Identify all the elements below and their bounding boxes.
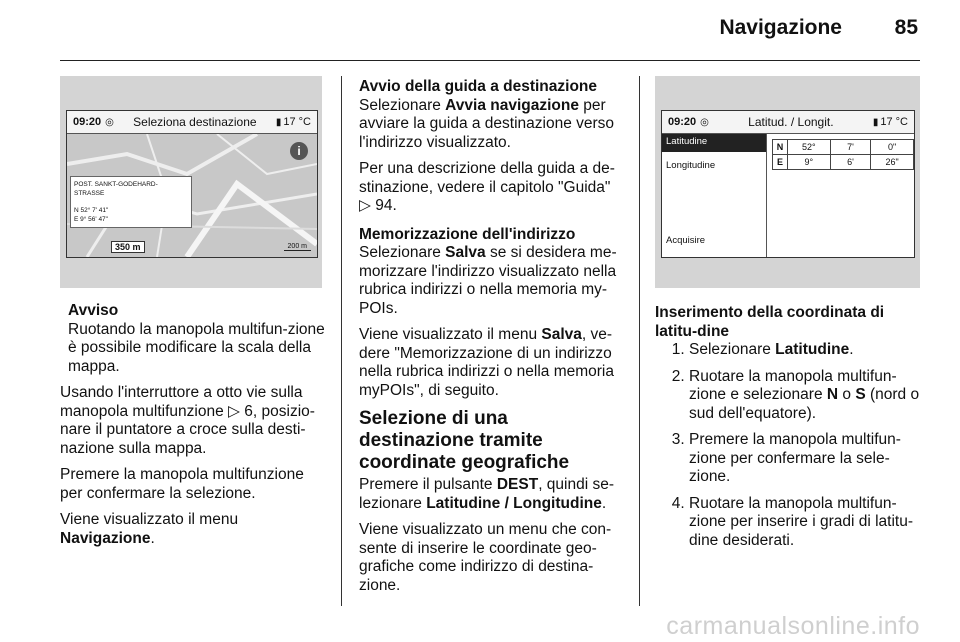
- coord-seconds[interactable]: 26": [871, 155, 914, 170]
- subheading-save-address: Memorizzazione dell'indirizzo: [359, 225, 576, 243]
- coord-minutes[interactable]: 7': [830, 140, 871, 155]
- column-2: [359, 78, 627, 603]
- page-number: 85: [894, 16, 918, 39]
- latitude-caption: Inserimento della coordinata di latitu-dine: [655, 304, 885, 340]
- scale-bar: 200 m: [284, 243, 311, 251]
- paragraph: Viene visualizzato il menu Navigazione.: [60, 511, 239, 547]
- paragraph: Premere la manopola multifunzione per confermare la selezione.: [60, 466, 304, 502]
- coord-e: E 9° 56' 47": [74, 216, 108, 223]
- temperature: 17 °C: [283, 116, 311, 128]
- menu-item-acquire[interactable]: Acquisire: [666, 235, 706, 246]
- status-bar: [662, 111, 914, 134]
- section-heading-coordinates: Selezione di una destinazione tramite coordinate geografiche: [359, 408, 570, 473]
- coord-n: N 52° 7' 41": [74, 207, 109, 214]
- distance-tag: 350 m: [111, 241, 145, 253]
- coord-degrees[interactable]: 52°: [787, 140, 830, 155]
- destination-info-box: [70, 176, 192, 228]
- paragraph: Usando l'interruttore a otto vie sulla manopola multifunzione ▷ 6, posizio-nare il puntatore a croce sulla desti-nazione sulla mappa.: [60, 384, 315, 457]
- list-item: 4. Ruotare la manopola multifun-zione per inserire i gradi di latitu-dine desiderati.: [689, 495, 925, 551]
- note-box: [60, 302, 330, 376]
- paragraph: Selezionare Avvia navigazione per avviare la guida a destinazione verso l'indirizzo visualizzato.: [359, 96, 615, 151]
- paragraph: Per una descrizione della guida a de-stinazione, vedere il capitolo "Guida" ▷ 94.: [359, 160, 615, 214]
- column-divider-1: [341, 76, 342, 606]
- column-3: [655, 341, 925, 558]
- column-divider-2: [639, 76, 640, 606]
- section-title-header: Navigazione: [719, 16, 842, 39]
- temperature: 17 °C: [880, 116, 908, 128]
- header-rule: [60, 60, 920, 61]
- paragraph: Premere il pulsante DEST, quindi se-lezionare Latitudine / Longitudine.: [359, 476, 615, 512]
- page-ref-arrow-icon: ▷: [228, 402, 240, 420]
- table-row: [773, 155, 914, 170]
- note-title: Avviso: [68, 302, 119, 319]
- paragraph: Selezionare Salva se si desidera me-morizzare l'indirizzo visualizzato nella rubrica indirizzi o nella memoria my-POIs.: [359, 244, 617, 317]
- coords-screen-frame: [655, 76, 920, 288]
- column-1: [60, 302, 330, 556]
- list-item: 3. Premere la manopola multifun-zione per confermare la sele-zione.: [689, 431, 925, 487]
- nav-arrow-icon: ◎: [700, 116, 709, 128]
- coords-screen: [661, 110, 915, 258]
- map-screen: [66, 110, 318, 258]
- coord-degrees[interactable]: 9°: [787, 155, 830, 170]
- info-icon[interactable]: i: [290, 142, 308, 160]
- clock: 09:20: [668, 116, 697, 128]
- page-ref-arrow-icon: ▷: [359, 197, 371, 214]
- subheading-start-guidance: Avvio della guida a destinazione: [359, 78, 598, 95]
- footer-watermark: carmanualsonline.info: [666, 612, 920, 640]
- coordinates-table: [772, 139, 914, 170]
- address-text: POST. SANKT-GODEHARD-STRASSE: [74, 181, 158, 197]
- paragraph: Viene visualizzato il menu Salva, ve-dere "Memorizzazione di un indirizzo nella rubrica indirizzi o nella memoria myPOIs", di seguito.: [359, 326, 614, 399]
- map-screen-frame: [60, 76, 322, 288]
- thermometer-icon: ▮: [872, 116, 879, 128]
- coord-direction[interactable]: N: [773, 140, 788, 155]
- table-row: [773, 140, 914, 155]
- steps-list: [655, 341, 925, 550]
- list-item: 2. Ruotare la manopola multifun-zione e selezionare N o S (nord o sud dell'equatore).: [689, 368, 925, 424]
- map-view[interactable]: [67, 134, 317, 257]
- screen-title: Latitud. / Longit.: [748, 115, 834, 129]
- thermometer-icon: ▮: [275, 116, 282, 128]
- menu-item-longitude[interactable]: Longitudine: [666, 160, 716, 171]
- nav-arrow-icon: ◎: [105, 116, 114, 128]
- clock: 09:20: [73, 116, 102, 128]
- status-bar: [67, 111, 317, 134]
- coord-seconds[interactable]: 0": [871, 140, 914, 155]
- coord-minutes[interactable]: 6': [830, 155, 871, 170]
- screen-title: Seleziona destinazione: [133, 115, 257, 129]
- note-body: Ruotando la manopola multifun-zione è possibile modificare la scala della mappa.: [68, 320, 325, 375]
- coord-direction[interactable]: E: [773, 155, 788, 170]
- menu-item-latitude[interactable]: Latitudine: [662, 134, 766, 152]
- list-item: 1. Selezionare Latitudine.: [689, 341, 925, 360]
- paragraph: Viene visualizzato un menu che con-sente di inserire le coordinate geo-grafiche come indirizzo di destina-zione.: [359, 521, 612, 594]
- coords-menu: [662, 134, 767, 257]
